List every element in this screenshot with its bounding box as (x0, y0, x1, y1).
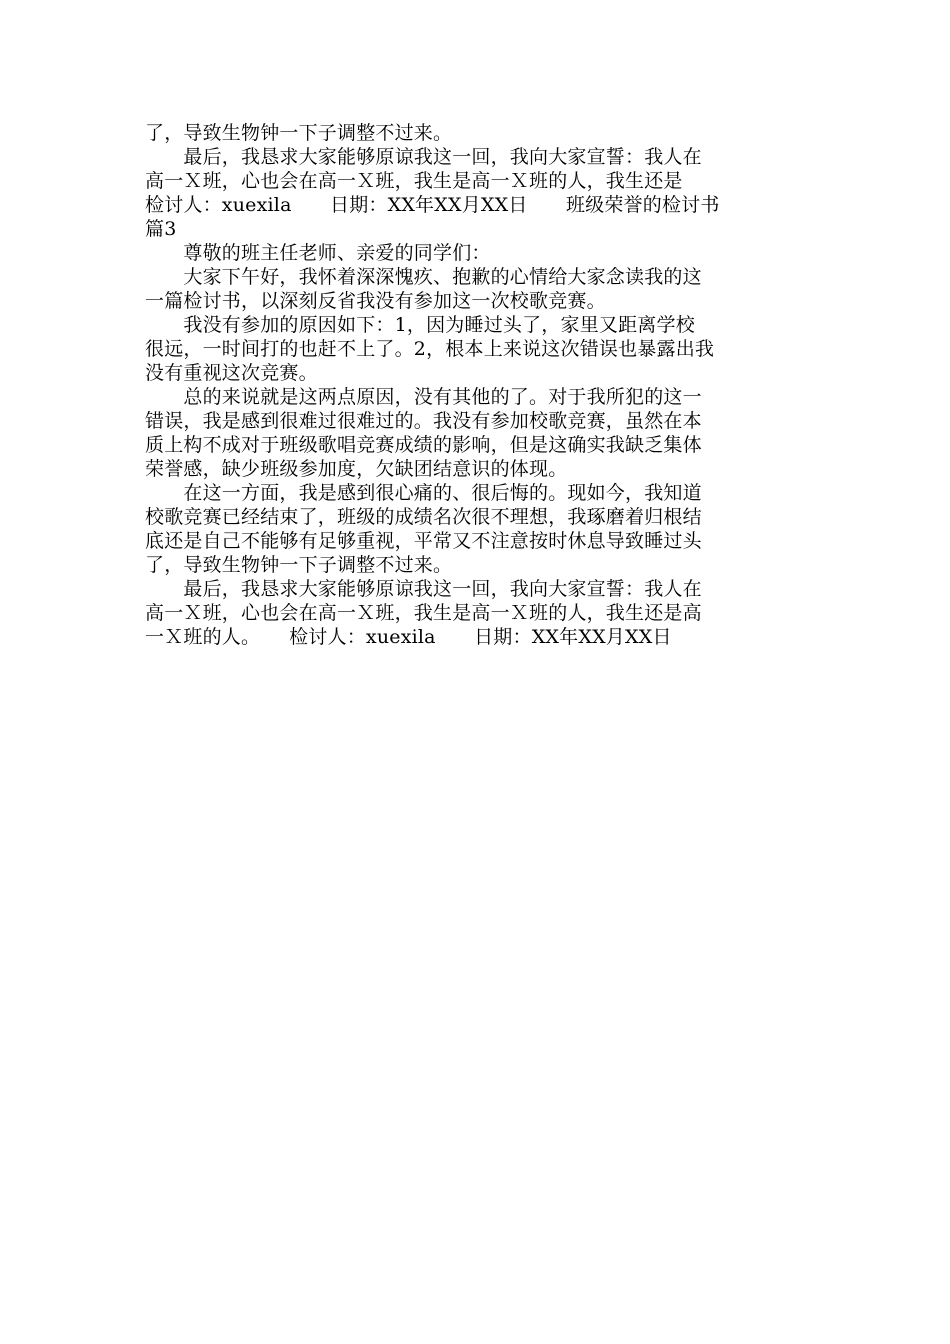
text-line: 了，导致生物钟一下子调整不过来。 (145, 122, 453, 144)
text-line: 在这一方面，我是感到很心痛的、很后悔的。现如今，我知道 (145, 482, 702, 504)
text-line: 荣誉感，缺少班级参加度，欠缺团结意识的体现。 (145, 458, 568, 480)
text-line: 篇3 (145, 218, 177, 240)
text-line: 大家下午好，我怀着深深愧疚、抱歉的心情给大家念读我的这 (145, 266, 702, 288)
text-line: 我没有参加的原因如下：1，因为睡过头了，家里又距离学校 (145, 314, 695, 336)
text-line: 检讨人：xuexila 日期：XX年XX月XX日 班级荣誉的检讨书 (145, 194, 720, 216)
text-line: 最后，我恳求大家能够原谅我这一回，我向大家宣誓：我人在 (145, 146, 702, 168)
text-line: 一篇检讨书，以深刻反省我没有参加这一次校歌竞赛。 (145, 290, 606, 312)
text-line: 很远，一时间打的也赶不上了。2，根本上来说这次错误也暴露出我 (145, 338, 715, 360)
text-line: 没有重视这次竞赛。 (145, 362, 318, 384)
text-line: 一Ｘ班的人。 检讨人：xuexila 日期：XX年XX月XX日 (145, 626, 672, 648)
text-line: 校歌竞赛已经结束了，班级的成绩名次很不理想，我琢磨着归根结 (145, 506, 702, 528)
document-body (145, 121, 807, 649)
text-line: 总的来说就是这两点原因，没有其他的了。对于我所犯的这一 (145, 386, 702, 408)
text-line: 底还是自己不能够有足够重视，平常又不注意按时休息导致睡过头 (145, 530, 702, 552)
text-line: 了，导致生物钟一下子调整不过来。 (145, 554, 453, 576)
text-line: 高一Ｘ班，心也会在高一Ｘ班，我生是高一Ｘ班的人，我生还是 (145, 170, 683, 192)
text-line: 错误，我是感到很难过很难过的。我没有参加校歌竞赛，虽然在本 (145, 410, 702, 432)
text-line: 最后，我恳求大家能够原谅我这一回，我向大家宣誓：我人在 (145, 578, 702, 600)
text-line: 质上构不成对于班级歌唱竞赛成绩的影响，但是这确实我缺乏集体 (145, 434, 702, 456)
text-line: 尊敬的班主任老师、亲爱的同学们： (145, 242, 491, 264)
text-line: 高一Ｘ班，心也会在高一Ｘ班，我生是高一Ｘ班的人，我生还是高 (145, 602, 702, 624)
